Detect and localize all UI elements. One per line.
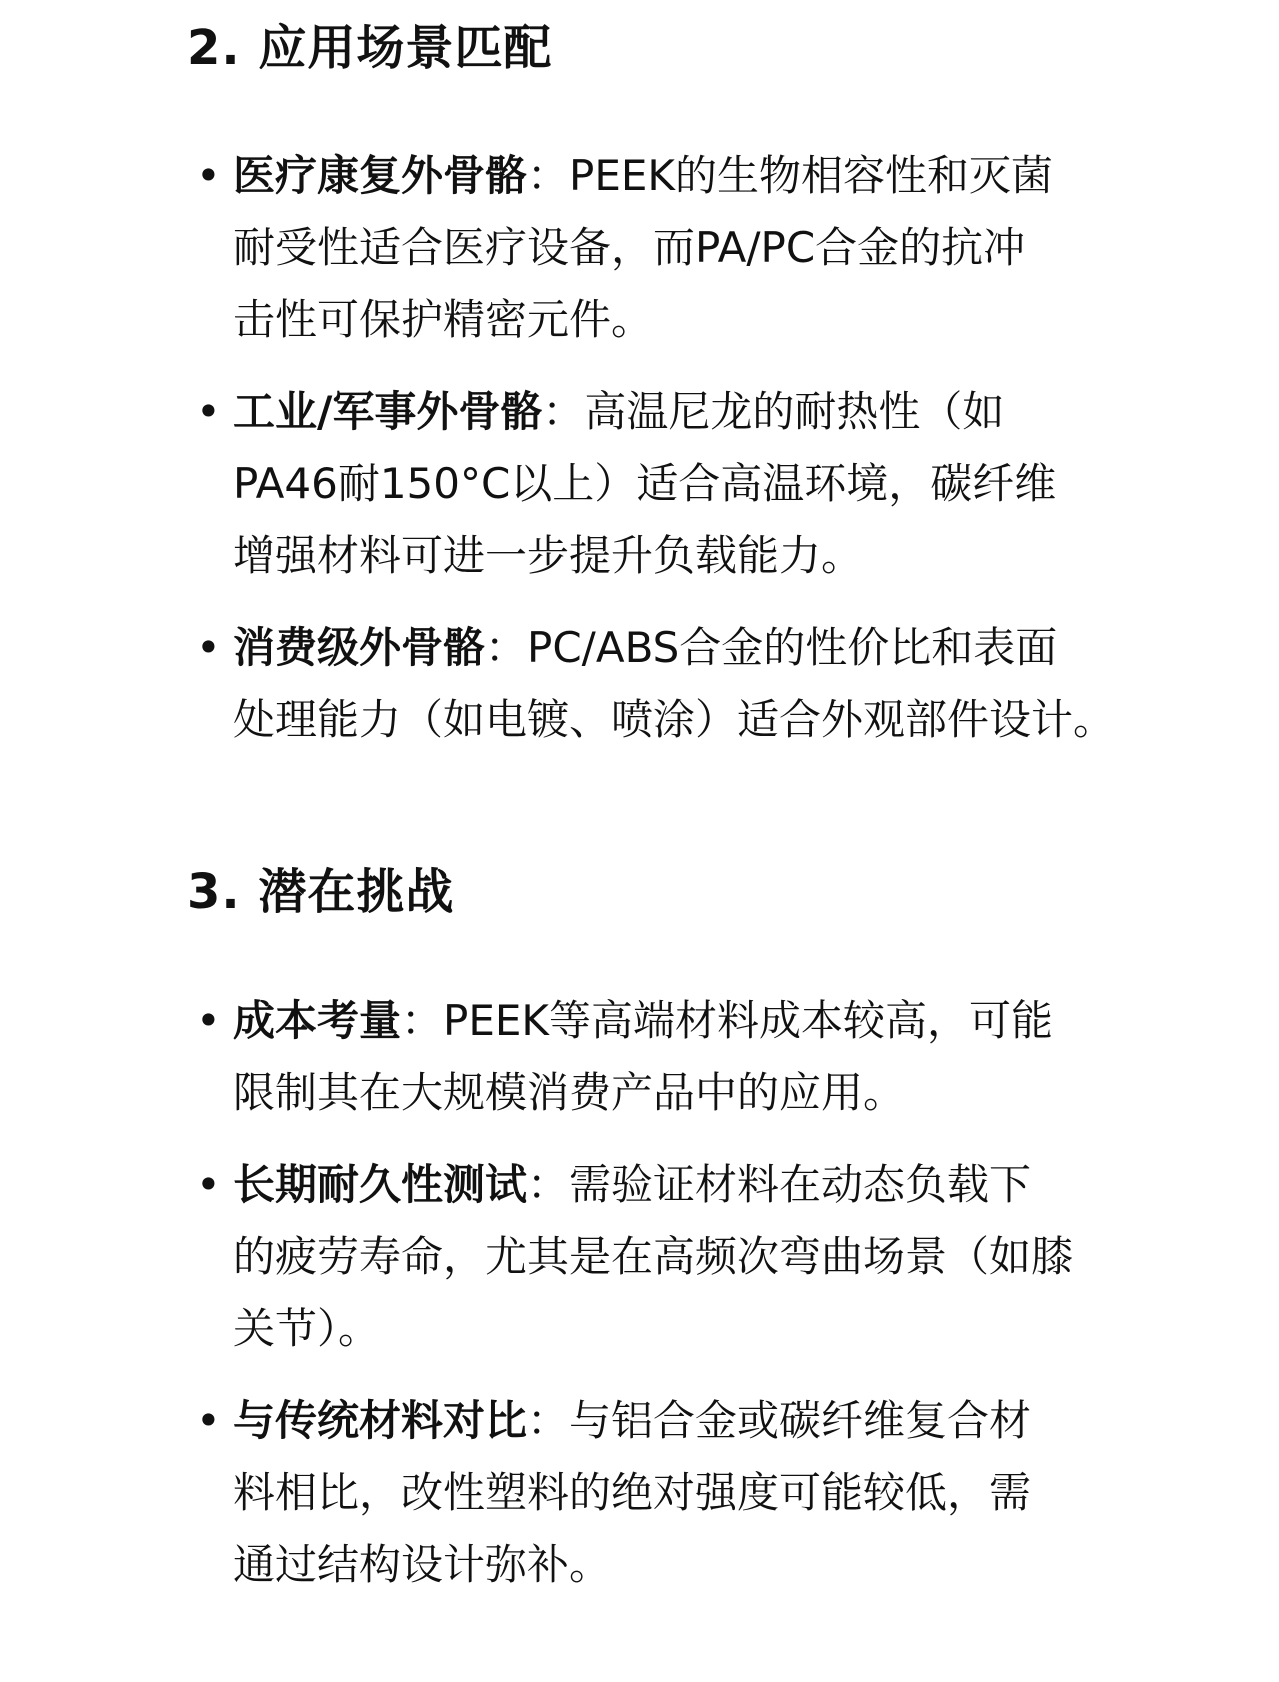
item-text-line: 限制其在大规模消费产品中的应用。 bbox=[233, 1068, 906, 1117]
bullet-dot: • bbox=[196, 387, 221, 436]
item-term: 成本考量 bbox=[233, 996, 402, 1045]
item-term: 消费级外骨骼 bbox=[233, 623, 486, 672]
item-text-line: 的疲劳寿命，尤其是在高频次弯曲场景（如膝 bbox=[233, 1232, 1074, 1281]
item-text-line: PEEK等高端材料成本较高，可能 bbox=[443, 996, 1053, 1045]
list-item-industrial-military-exoskeleton bbox=[0, 376, 1233, 592]
item-text-line: 处理能力（如电镀、喷涂）适合外观部件设计。 bbox=[233, 695, 1116, 744]
list-item-traditional-comparison bbox=[0, 1385, 1233, 1601]
item-text-line: PC/ABS合金的性价比和表面 bbox=[527, 623, 1058, 672]
item-text-line: 与铝合金或碳纤维复合材 bbox=[569, 1396, 1032, 1445]
item-text-line: 通过结构设计弥补。 bbox=[233, 1540, 612, 1589]
bullet-dot: • bbox=[196, 1396, 221, 1445]
item-separator: ： bbox=[401, 996, 444, 1045]
item-separator: ： bbox=[485, 623, 528, 672]
item-text-line: 料相比，改性塑料的绝对强度可能较低，需 bbox=[233, 1468, 1032, 1517]
bullet-dot: • bbox=[196, 1160, 221, 1209]
item-text-line: 关节）。 bbox=[233, 1304, 381, 1353]
item-separator: ： bbox=[542, 387, 585, 436]
bullet-dot: • bbox=[196, 151, 221, 200]
item-text-line: 击性可保护精密元件。 bbox=[233, 295, 654, 344]
item-separator: ： bbox=[527, 151, 570, 200]
section-heading-challenges: 3. 潜在挑战 bbox=[187, 864, 455, 920]
list-item-durability-testing bbox=[0, 1149, 1233, 1365]
bullet-dot: • bbox=[196, 623, 221, 672]
item-text-line: 增强材料可进一步提升负载能力。 bbox=[233, 531, 864, 580]
item-text-line: 高温尼龙的耐热性（如 bbox=[584, 387, 1005, 436]
bullet-dot: • bbox=[196, 996, 221, 1045]
item-separator: ： bbox=[527, 1396, 570, 1445]
item-text-line: PA46耐150°C以上）适合高温环境，碳纤维 bbox=[233, 459, 1057, 508]
list-item-consumer-exoskeleton bbox=[0, 612, 1233, 756]
section-heading-application: 2. 应用场景匹配 bbox=[187, 20, 553, 76]
item-term: 长期耐久性测试 bbox=[233, 1160, 528, 1209]
application-bullet-list bbox=[0, 140, 1279, 756]
list-item-medical-exoskeleton bbox=[0, 140, 1233, 356]
item-text-line: 需验证材料在动态负载下 bbox=[569, 1160, 1032, 1209]
item-text-line: 耐受性适合医疗设备，而PA/PC合金的抗冲 bbox=[233, 223, 1026, 272]
challenges-bullet-list bbox=[0, 985, 1279, 1601]
item-term: 工业/军事外骨骼 bbox=[233, 387, 543, 436]
item-text-line: PEEK的生物相容性和灭菌 bbox=[569, 151, 1053, 200]
item-term: 医疗康复外骨骼 bbox=[233, 151, 528, 200]
list-item-cost bbox=[0, 985, 1233, 1129]
item-separator: ： bbox=[527, 1160, 570, 1209]
item-term: 与传统材料对比 bbox=[233, 1396, 528, 1445]
